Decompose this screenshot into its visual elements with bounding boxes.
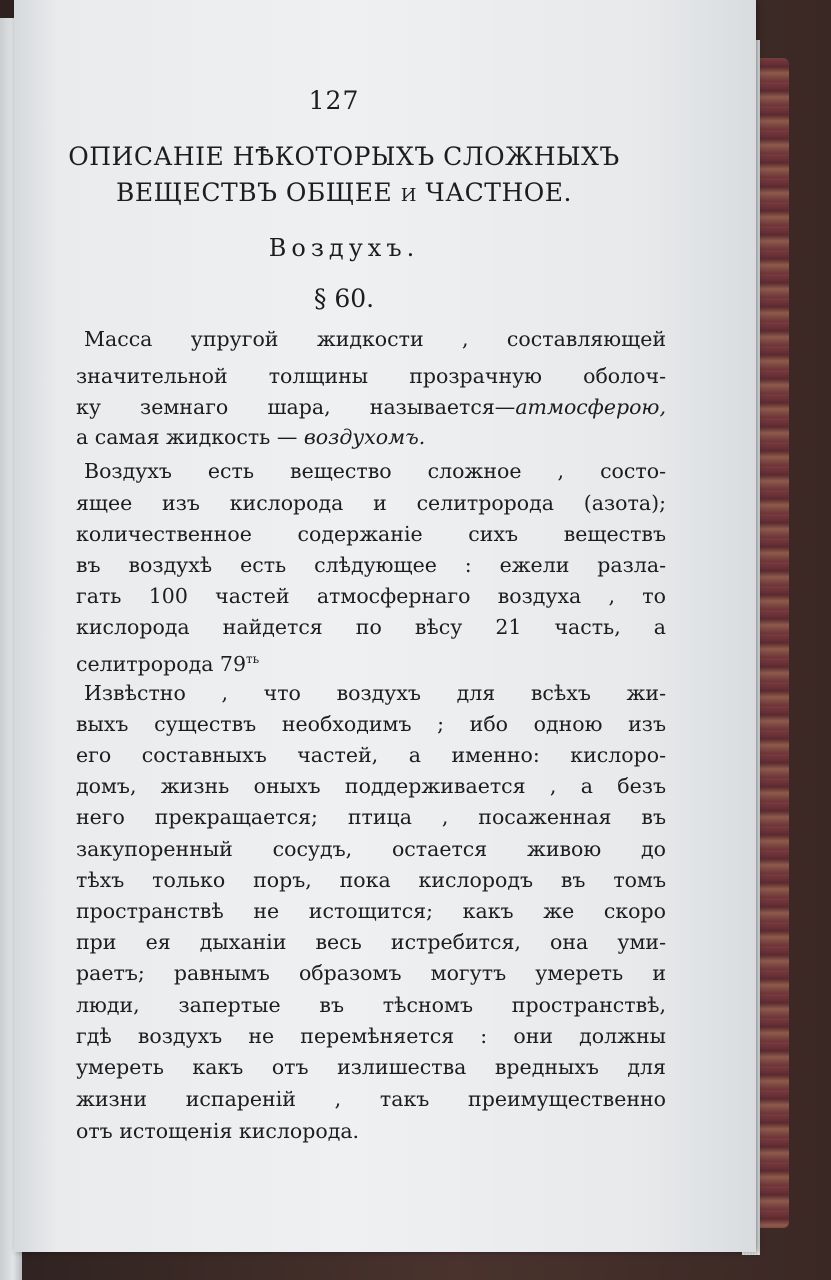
paragraph-1-line-4-text: а самая жидкость — [76, 425, 304, 449]
term-atmosphere: атмосферою, [515, 395, 666, 419]
paragraph-3-line-5: него прекращается; птица , посаженная въ [76, 805, 666, 829]
paragraph-1-line-3-text: ку земнаго шара, называется— [76, 395, 516, 419]
paragraph-3-line-6: закупоренный сосудъ, остается живою до [76, 837, 666, 861]
page-number: 127 [308, 86, 360, 115]
paragraph-3-line-15: отъ истощенія кислорода. [76, 1119, 360, 1143]
paragraph-2-line-6: кислорода найдется по вѣсу 21 часть, а [76, 615, 666, 639]
paragraph-2-line-1: Воздухъ есть вещество сложное , состо- [84, 459, 666, 483]
paragraph-1-line-1: Масса упругой жидкости , составляющей [84, 327, 666, 351]
page-text [14, 0, 756, 1252]
paragraph-2-line-2: ящее изъ кислорода и селитророда (азота); [76, 491, 666, 515]
paragraph-3-line-3: его составныхъ частей, а именно: кислоро- [76, 743, 666, 767]
paragraph-3-line-12: гдѣ воздухъ не перемѣняется : они должны [76, 1024, 666, 1048]
paragraph-3-line-9: при ея дыханіи весь истребится, она уми- [76, 930, 666, 954]
chapter-title-line-1: ОПИСАНІЕ НѢКОТОРЫХЪ СЛОЖНЫХЪ [68, 142, 620, 171]
paragraph-2-line-3: количественное содержаніе сихъ веществъ [76, 522, 666, 546]
paragraph-3-line-10: раетъ; равнымъ образомъ могутъ умереть и [76, 961, 666, 985]
paragraph-2-line-7 [76, 644, 666, 674]
term-air: воздухомъ. [303, 425, 426, 449]
section-number: § 60. [313, 284, 375, 313]
section-title: Воздухъ. [268, 234, 420, 262]
book-page [14, 0, 756, 1252]
paragraph-3-line-8: пространствѣ не истощится; какъ же скоро [76, 899, 666, 923]
paragraph-3-line-14: жизни испареній , такъ преимущественно [76, 1087, 666, 1111]
paragraph-1-line-2: значительной толщины прозрачную оболоч- [76, 364, 666, 388]
paragraph-3-line-4: домъ, жизнь оныхъ поддерживается , а безъ [76, 774, 666, 798]
paragraph-3-line-1: Извѣстно , что воздухъ для всѣхъ жи- [84, 681, 666, 705]
paragraph-3-line-2: выхъ существъ необходимъ ; ибо одною изъ [76, 712, 666, 736]
ordinal-superscript: ть [246, 652, 260, 666]
paragraph-3-line-13: умереть какъ отъ излишества вредныхъ для [76, 1055, 666, 1079]
paragraph-2-line-7-text: селитророда 79 [76, 651, 247, 676]
paragraph-2-line-5: гать 100 частей атмосфернаго воздуха , то [76, 584, 666, 608]
paragraph-3-line-7: тѣхъ только поръ, пока кислородъ въ томъ [76, 868, 666, 892]
paragraph-2-line-4: въ воздухѣ есть слѣдующее : ежели разла- [76, 553, 666, 577]
paragraph-3-line-11: люди, запертые въ тѣсномъ пространствѣ, [76, 993, 666, 1017]
chapter-title-line-2: ВЕЩЕСТВЪ ОБЩЕЕ и ЧАСТНОЕ. [116, 178, 572, 207]
paragraph-1-line-3 [76, 392, 666, 422]
paragraph-1-line-4 [76, 422, 666, 452]
